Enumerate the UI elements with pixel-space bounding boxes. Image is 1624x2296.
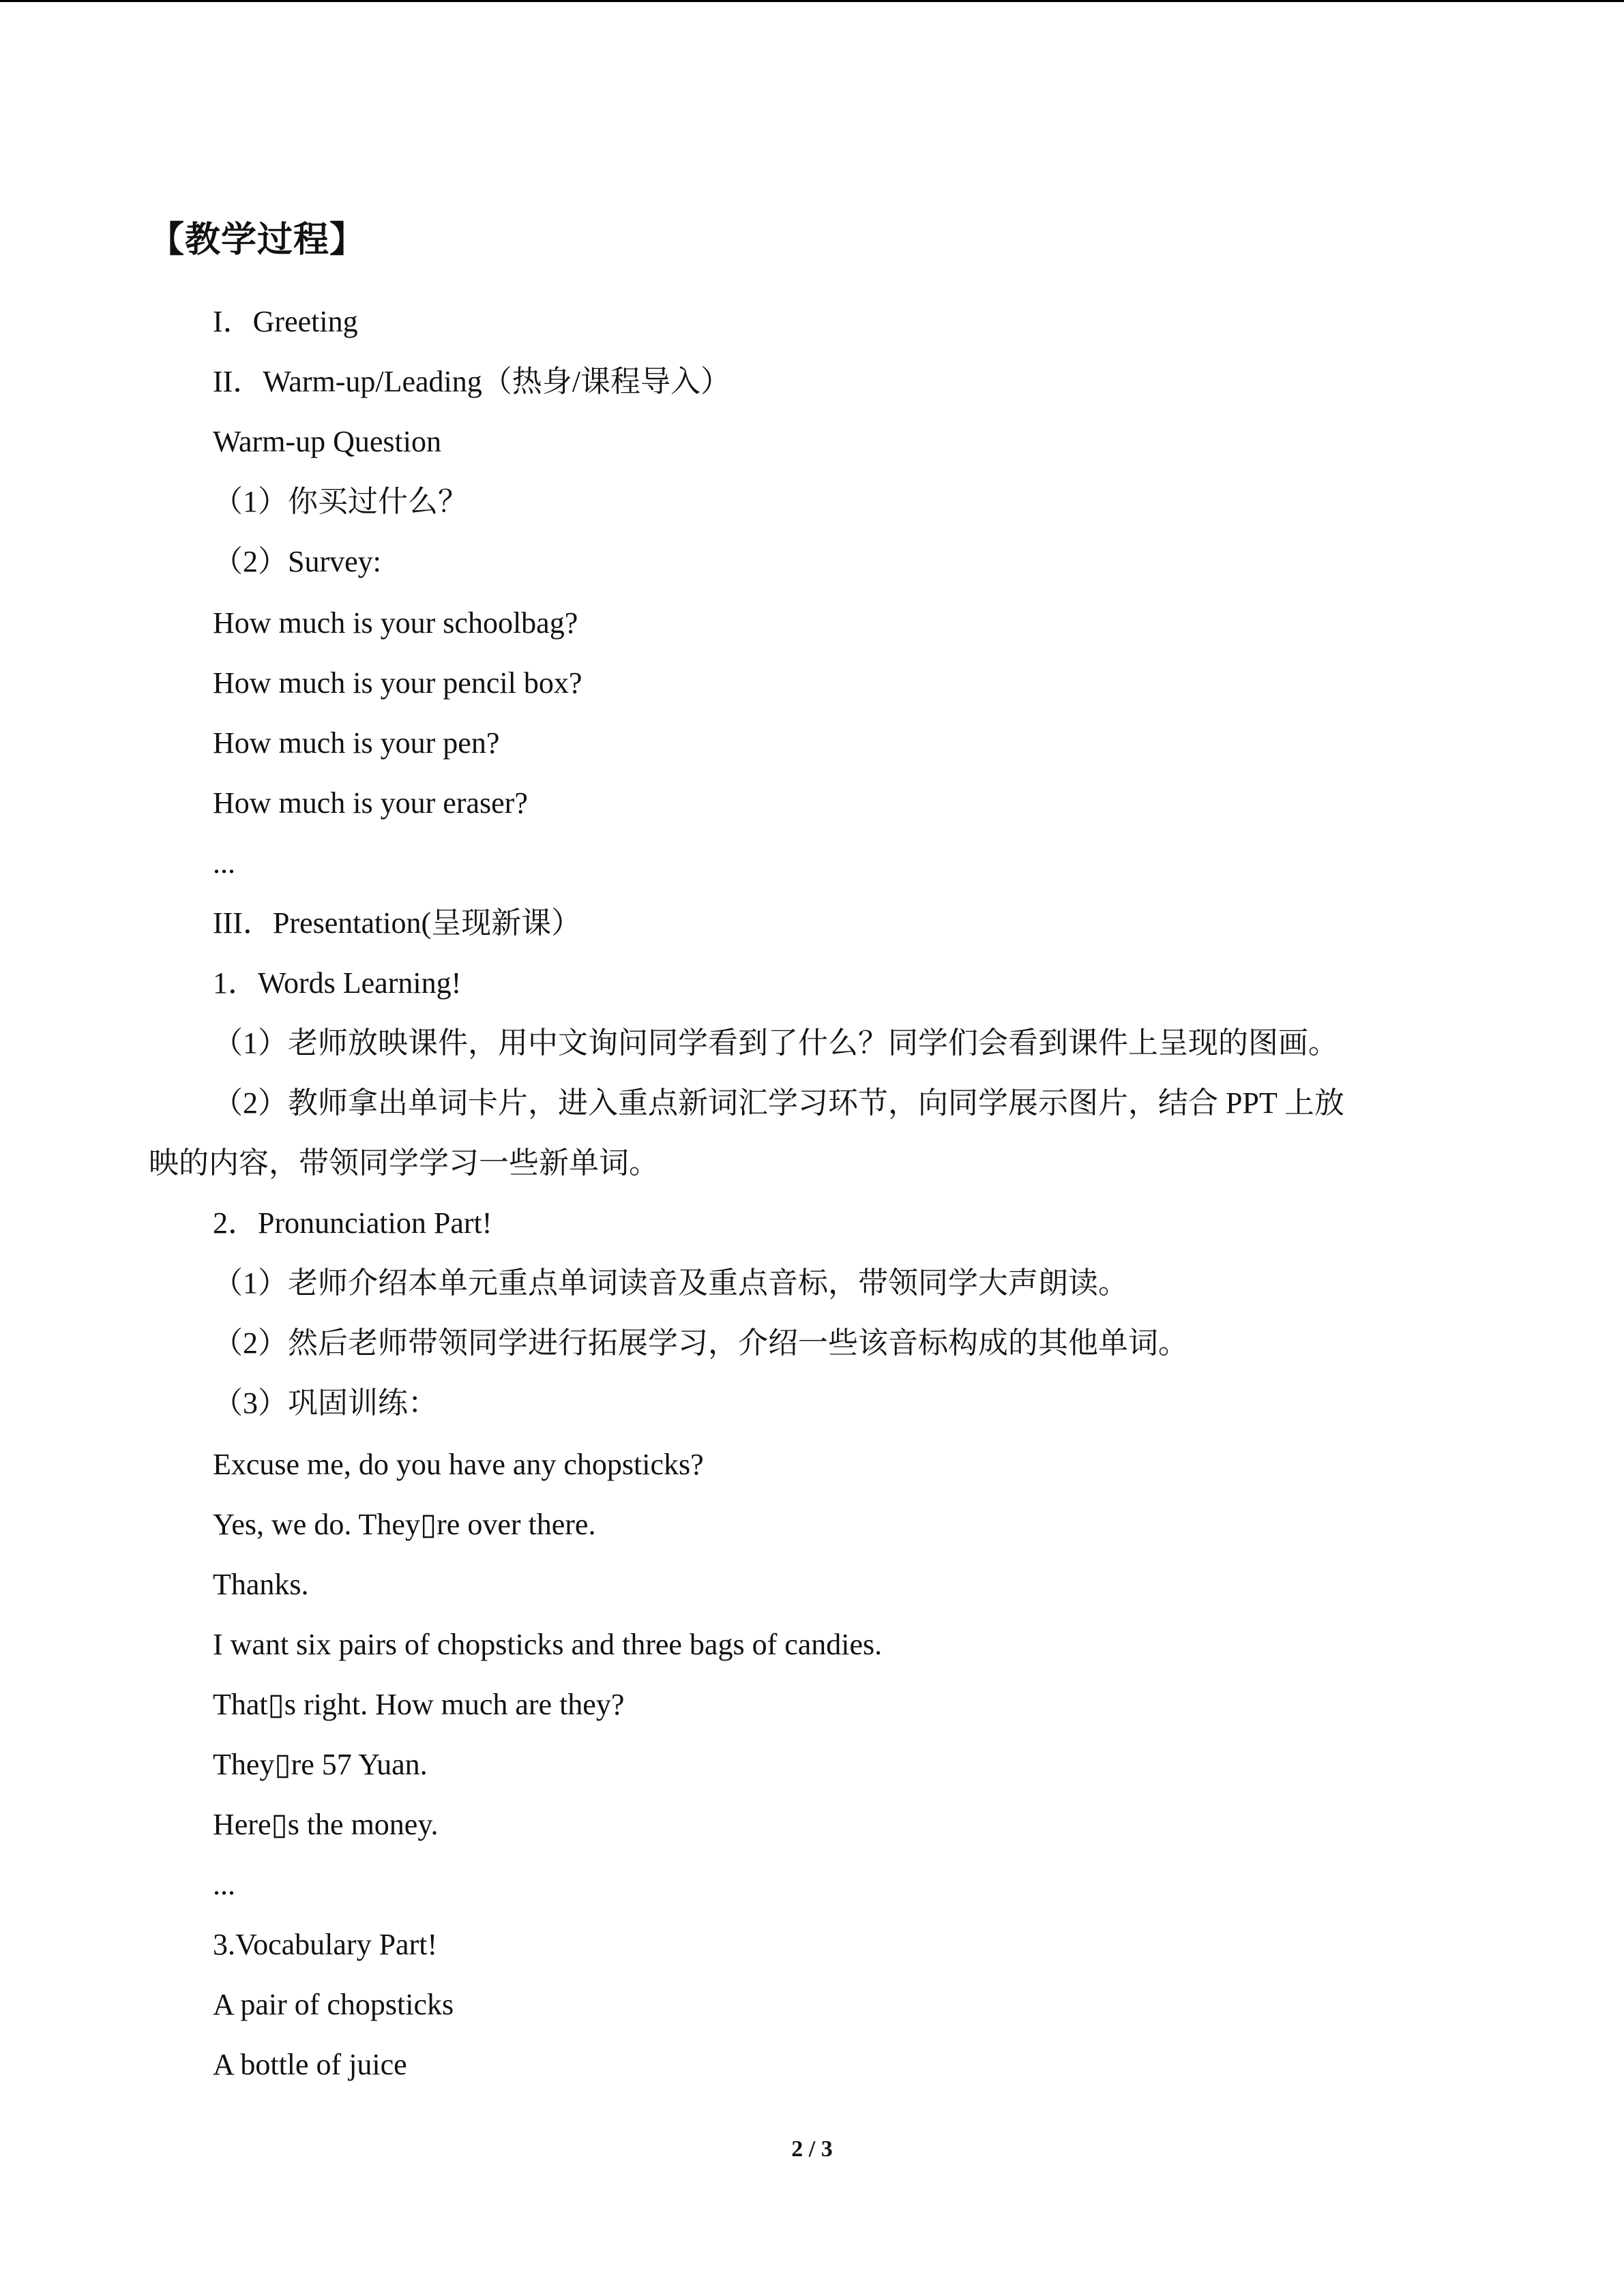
text-line-thanks: Thanks. [213,1568,309,1601]
text-line-word-cards: （2）教师拿出单词卡片，进入重点新词汇学习环节，向同学展示图片，结合 PPT 上放 [213,1086,1345,1120]
text-line-money: Here▯s the money. [213,1808,439,1841]
page-number: 2 / 3 [791,2136,833,2162]
text-line-word-cards-cont: 映的内容，带领同学学习一些新单词。 [149,1146,659,1180]
text-line-want-chopsticks: I want six pairs of chopsticks and three bags of candies. [213,1628,883,1661]
text-line-practice: （3）巩固训练： [213,1386,438,1420]
text-line-pronunciation: 2．Pronunciation Part! [213,1206,492,1240]
text-line-ellipsis-2: ... [213,1868,235,1901]
text-line-pronunciation-2: （2）然后老师带领同学进行拓展学习，介绍一些该音标构成的其他单词。 [213,1326,1188,1360]
text-line-chopsticks: A pair of chopsticks [213,1988,454,2021]
text-line-over-there: Yes, we do. They▯re over there. [213,1508,596,1541]
text-line-juice: A bottle of juice [213,2048,407,2081]
text-line-presentation: III．Presentation(呈现新课） [213,906,582,940]
text-line-schoolbag: How much is your schoolbag? [213,606,578,640]
text-line-excuse-me: Excuse me, do you have any chopsticks? [213,1448,704,1481]
text-line-pencil-box: How much is your pencil box? [213,666,582,700]
section-heading: 【教学过程】 [149,221,366,260]
text-line-pronunciation-1: （1）老师介绍本单元重点单词读音及重点音标，带领同学大声朗读。 [213,1266,1128,1300]
text-line-eraser: How much is your eraser? [213,786,528,820]
text-line-how-much: That▯s right. How much are they? [213,1688,625,1721]
text-line-survey: （2）Survey: [213,545,381,578]
text-line-ellipsis-1: ... [213,846,235,880]
text-line-question-1: （1）你买过什么？ [213,485,468,518]
text-line-warmup-heading: II．Warm-up/Leading（热身/课程导入） [213,365,730,398]
text-line-vocabulary: 3.Vocabulary Part! [213,1928,438,1961]
text-line-warmup-question: Warm-up Question [213,425,441,458]
text-line-price: They▯re 57 Yuan. [213,1748,428,1781]
text-line-greeting: I．Greeting [213,305,358,338]
text-line-pen: How much is your pen? [213,726,500,760]
text-line-words-learning: 1．Words Learning! [213,966,462,1000]
text-line-courseware: （1）老师放映课件，用中文询问同学看到了什么？同学们会看到课件上呈现的图画。 [213,1026,1338,1060]
